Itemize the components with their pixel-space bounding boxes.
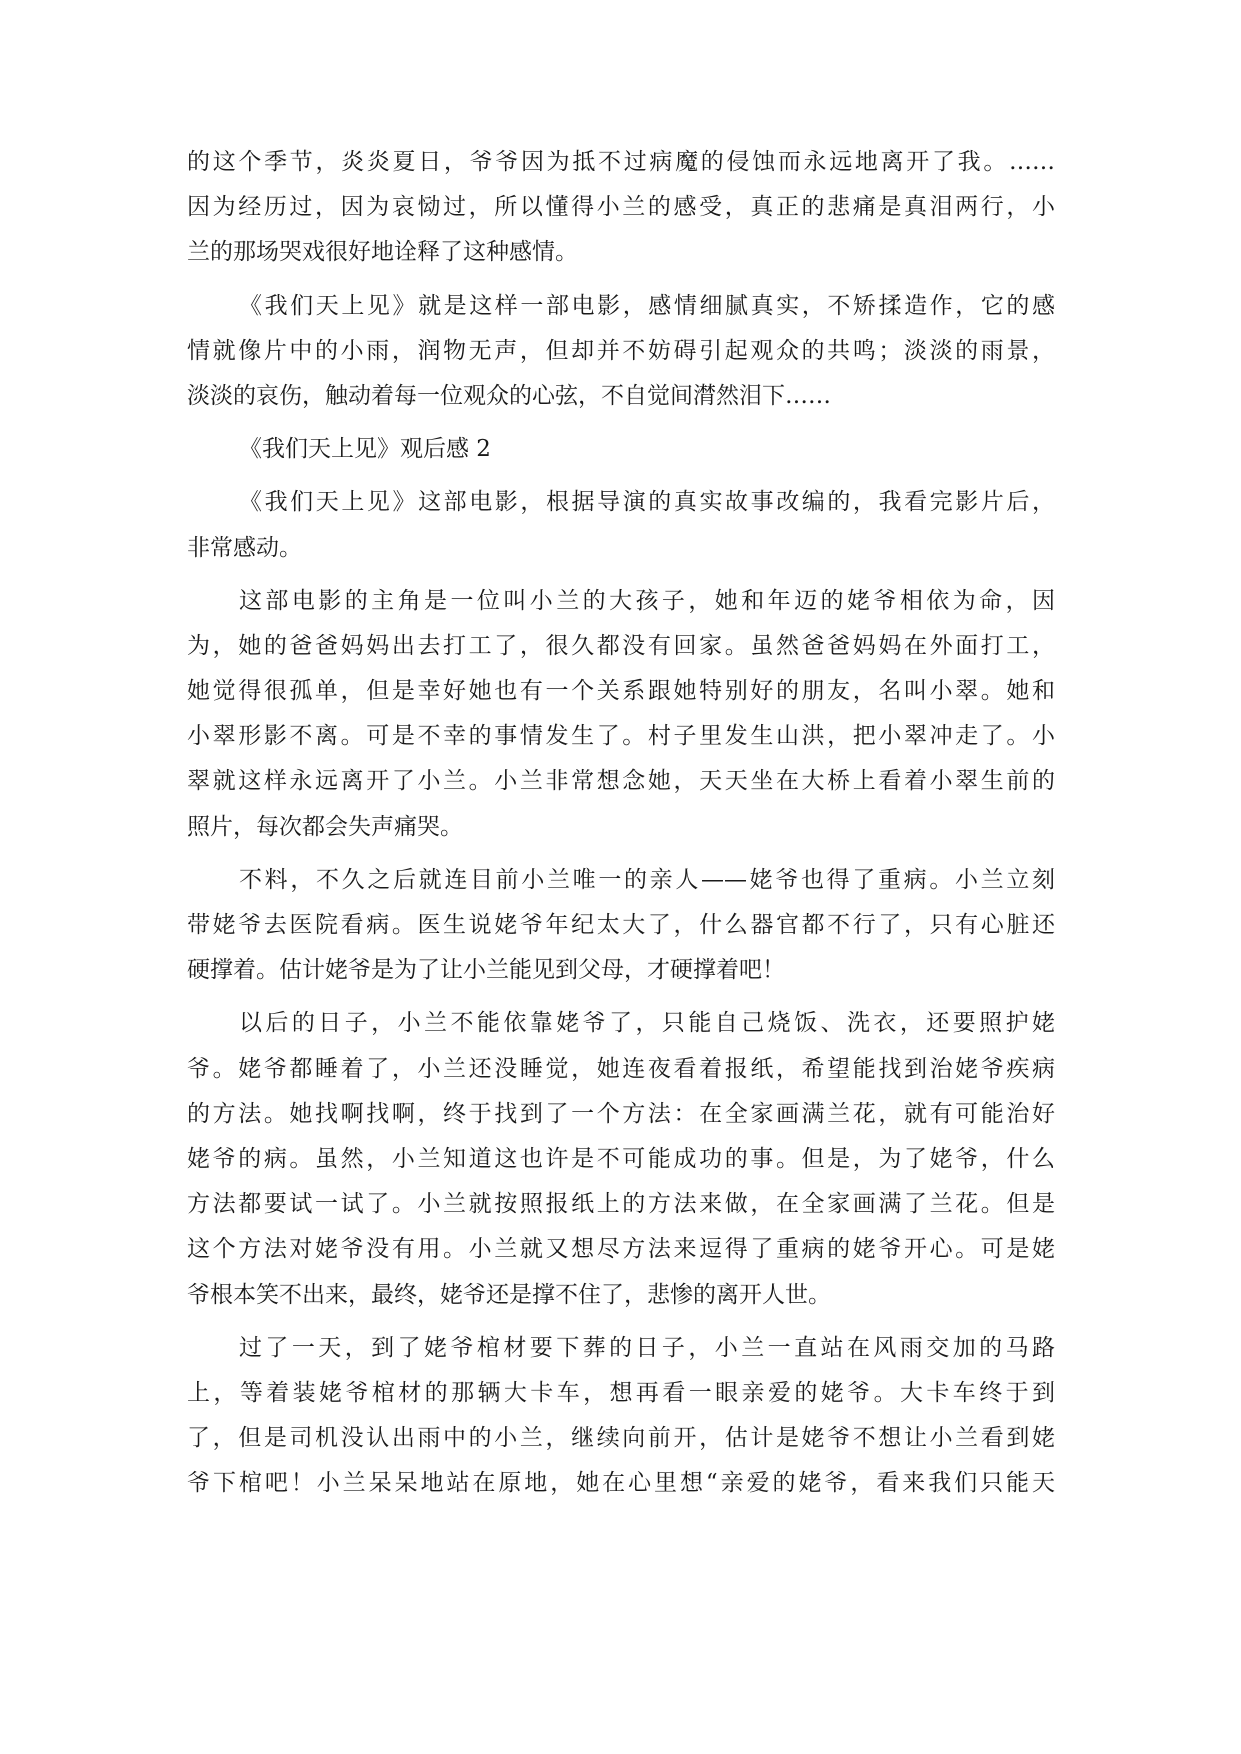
text-line: 硬撑着。估计姥爷是为了让小兰能见到父母，才硬撑着吧！ <box>187 957 785 984</box>
text-line: 为，她的爸爸妈妈出去打工了，很久都没有回家。虽然爸爸妈妈在外面打工， <box>187 632 1055 659</box>
paragraph <box>187 1001 1055 1317</box>
text-line: 不料，不久之后就连目前小兰唯一的亲人——姥爷也得了重病。小兰立刻 <box>239 866 1055 893</box>
text-line: 这部电影的主角是一位叫小兰的大孩子，她和年迈的姥爷相依为命，因 <box>239 587 1055 614</box>
text-line: 爷下棺吧！小兰呆呆地站在原地，她在心里想“亲爱的姥爷，看来我们只能天 <box>187 1470 1055 1497</box>
paragraph <box>187 140 1055 276</box>
text-line: 小翠形影不离。可是不幸的事情发生了。村子里发生山洪，把小翠冲走了。小 <box>187 723 1055 750</box>
text-line: 了，但是司机没认出雨中的小兰，继续向前开，估计是姥爷不想让小兰看到姥 <box>187 1425 1055 1452</box>
text-line: 爷根本笑不出来，最终，姥爷还是撑不住了，悲惨的离开人世。 <box>187 1281 831 1308</box>
text-line: 情就像片中的小雨，润物无声，但却并不妨碍引起观众的共鸣；淡淡的雨景， <box>187 337 1055 364</box>
text-line: 翠就这样永远离开了小兰。小兰非常想念她，天天坐在大桥上看着小翠生前的 <box>187 768 1055 795</box>
text-line: 兰的那场哭戏很好地诠释了这种感情。 <box>187 239 578 266</box>
document-body <box>187 140 1055 1506</box>
text-line: 这个方法对姥爷没有用。小兰就又想尽方法来逗得了重病的姥爷开心。可是姥 <box>187 1236 1055 1263</box>
paragraph <box>187 284 1055 420</box>
paragraph <box>187 1326 1055 1507</box>
text-line: 以后的日子，小兰不能依靠姥爷了，只能自己烧饭、洗衣，还要照护姥 <box>239 1010 1055 1037</box>
paragraph <box>187 480 1055 570</box>
heading-line: 《我们天上见》观后感 2 <box>239 436 491 463</box>
text-line: 淡淡的哀伤，触动着每一位观众的心弦，不自觉间潸然泪下…… <box>187 382 831 409</box>
text-line: 因为经历过，因为哀恸过，所以懂得小兰的感受，真正的悲痛是真泪两行，小 <box>187 194 1055 221</box>
text-line: 非常感动。 <box>187 534 302 561</box>
text-line: 的这个季节，炎炎夏日，爷爷因为抵不过病魔的侵蚀而永远地离开了我。…… <box>187 149 1055 175</box>
text-line: 的方法。她找啊找啊，终于找到了一个方法：在全家画满兰花，就有可能治好 <box>187 1100 1055 1127</box>
text-line: 姥爷的病。虽然，小兰知道这也许是不可能成功的事。但是，为了姥爷，什么 <box>187 1145 1055 1172</box>
paragraph <box>187 858 1055 994</box>
text-line: 上，等着装姥爷棺材的那辆大卡车，想再看一眼亲爱的姥爷。大卡车终于到 <box>187 1379 1055 1406</box>
paragraph <box>187 579 1055 850</box>
text-line: 《我们天上见》就是这样一部电影，感情细腻真实，不矫揉造作，它的感 <box>239 292 1055 319</box>
text-line: 她觉得很孤单，但是幸好她也有一个关系跟她特别好的朋友，名叫小翠。她和 <box>187 678 1055 705</box>
text-line: 过了一天，到了姥爷棺材要下葬的日子，小兰一直站在风雨交加的马路 <box>239 1334 1055 1361</box>
text-line: 方法都要试一试了。小兰就按照报纸上的方法来做，在全家画满了兰花。但是 <box>187 1191 1055 1218</box>
text-line: 照片，每次都会失声痛哭。 <box>187 813 463 840</box>
text-line: 《我们天上见》这部电影，根据导演的真实故事改编的，我看完影片后， <box>239 489 1055 516</box>
text-line: 爷。姥爷都睡着了，小兰还没睡觉，她连夜看着报纸，希望能找到治姥爷疾病 <box>187 1055 1055 1082</box>
section-heading <box>187 427 1055 472</box>
text-line: 带姥爷去医院看病。医生说姥爷年纪太大了，什么器官都不行了，只有心脏还 <box>187 912 1055 938</box>
